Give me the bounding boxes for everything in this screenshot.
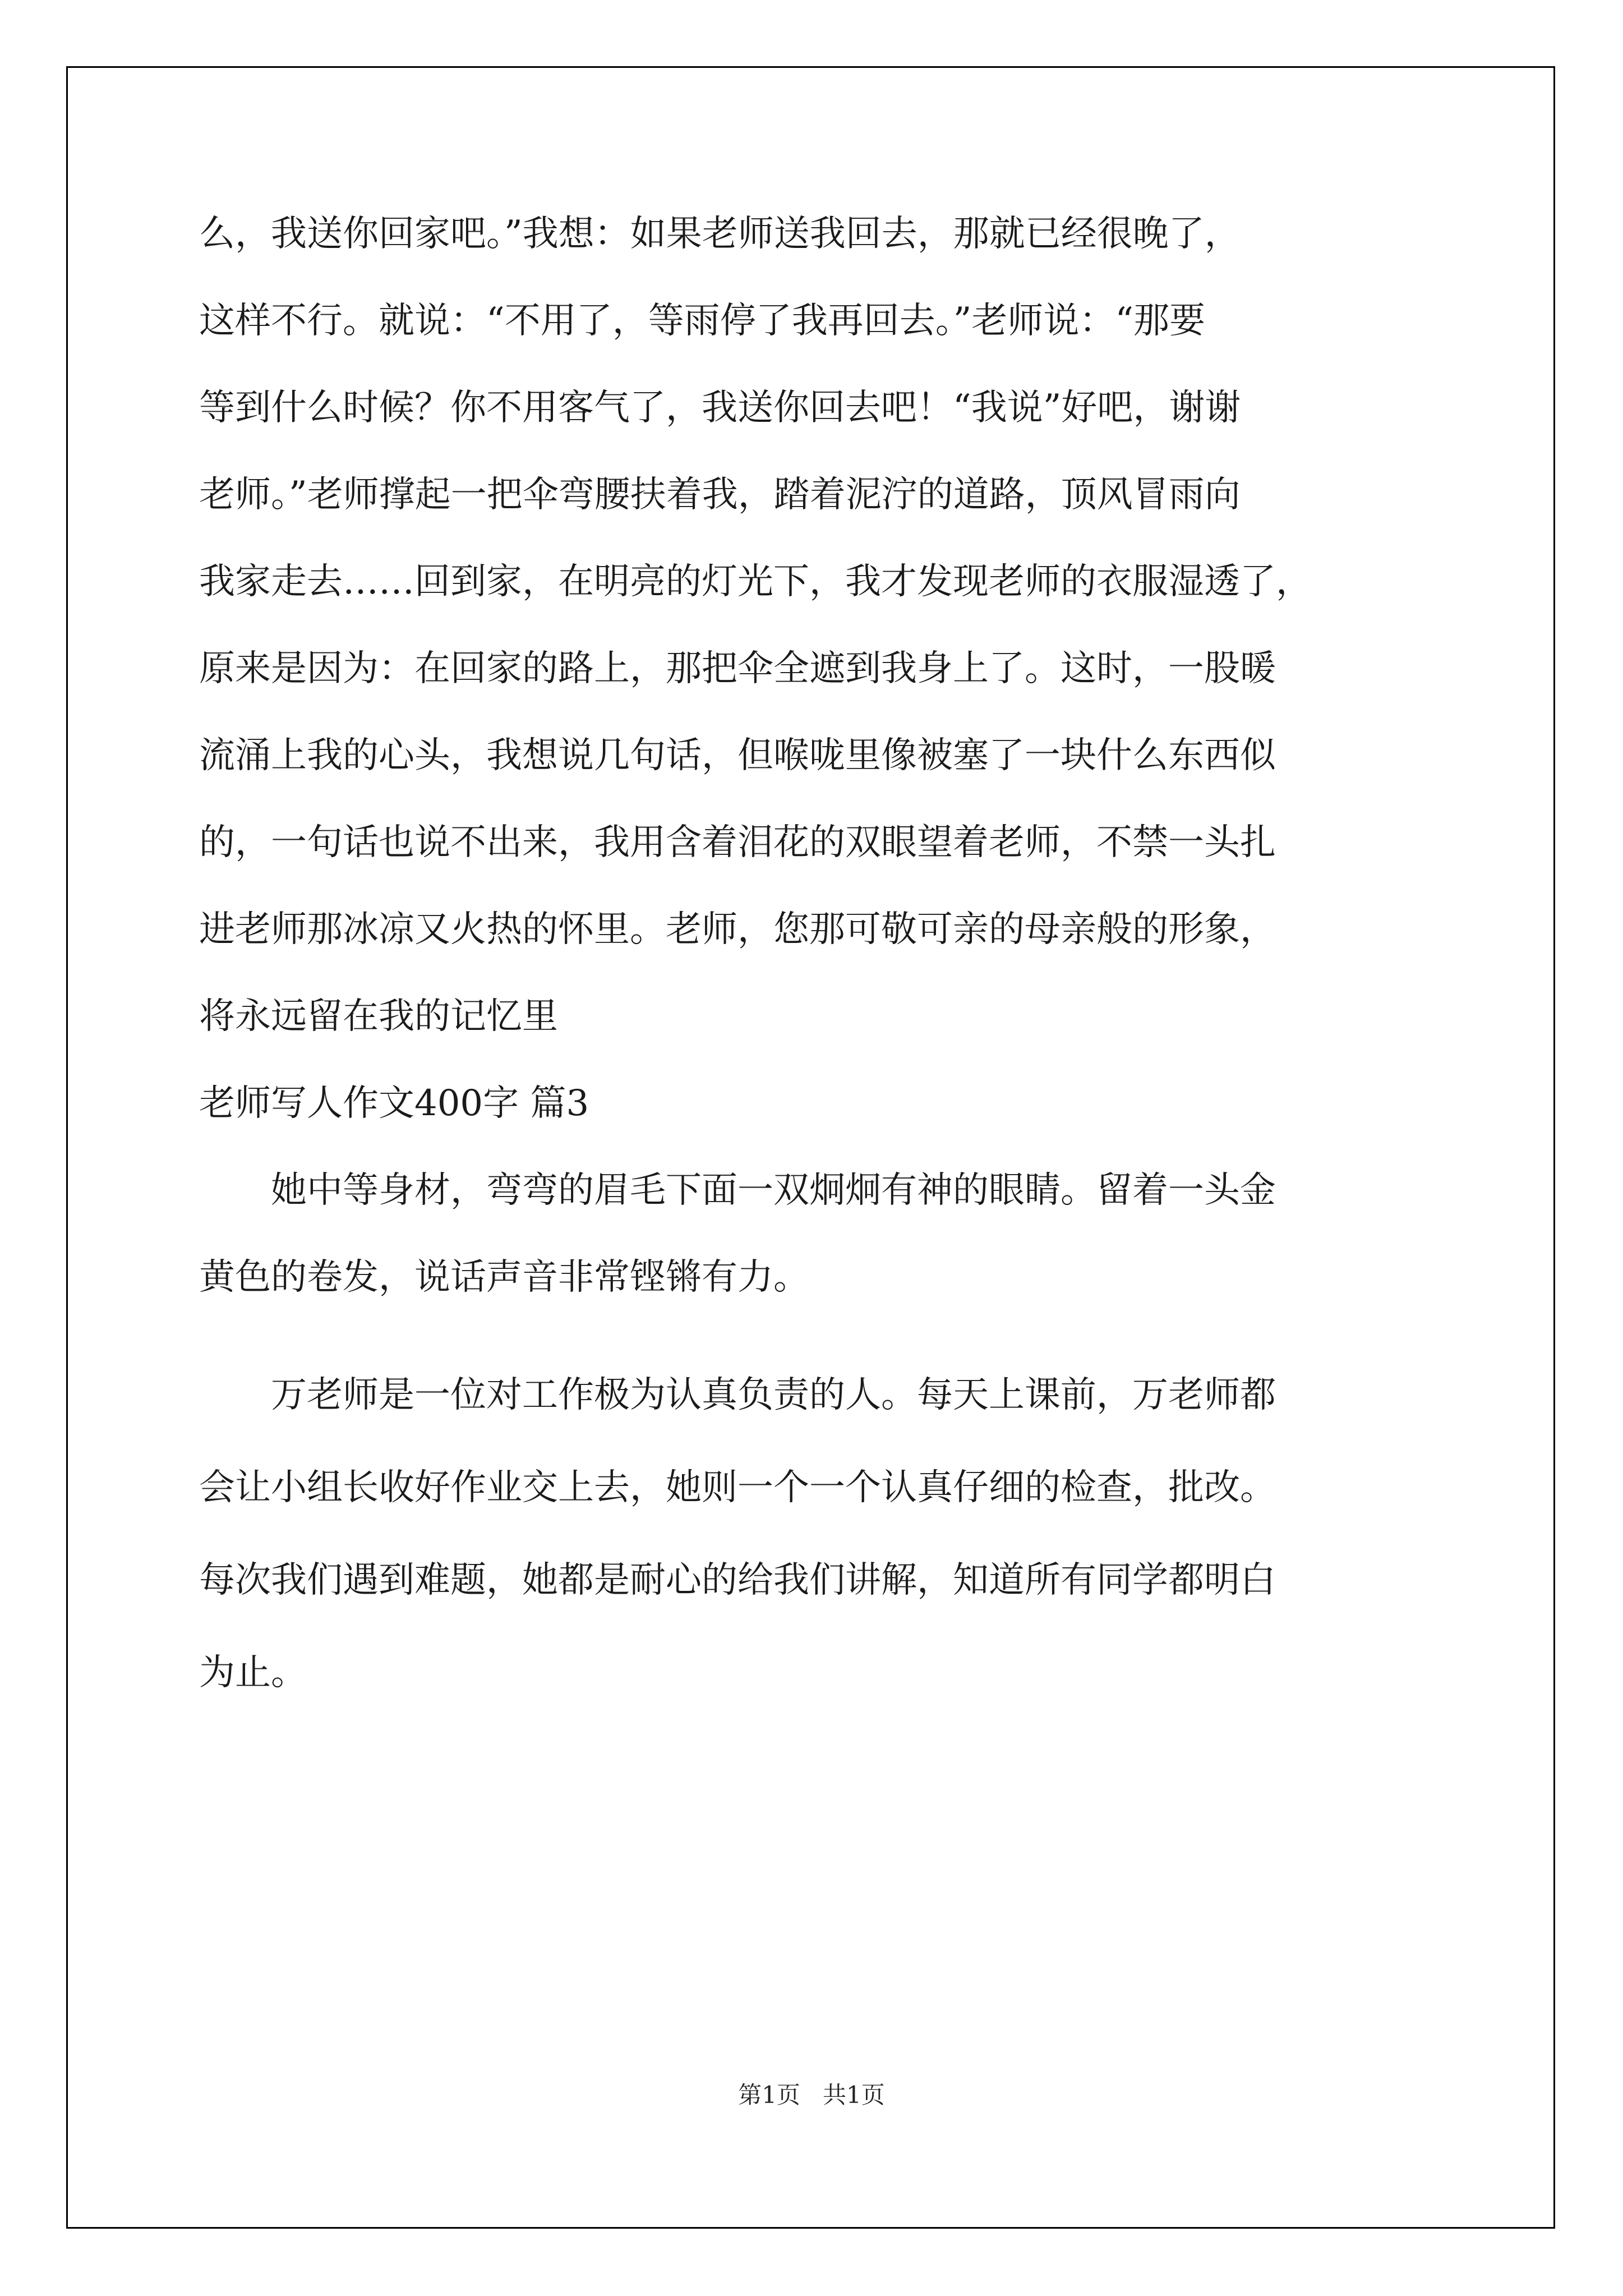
paragraph-line: 这样不行。就说：“不用了，等雨停了我再回去。”老师说：“那要	[199, 300, 1206, 342]
paragraph-line: 将永远留在我的记忆里	[199, 996, 558, 1037]
paragraph-line: 流涌上我的心头，我想说几句话，但喉咙里像被塞了一块什么东西似	[199, 735, 1276, 776]
paragraph-line: 等到什么时候？你不用客气了，我送你回去吧！“我说”好吧，谢谢	[199, 387, 1241, 429]
section-heading: 老师写人作文400字 篇3	[199, 1083, 589, 1124]
paragraph-line: 她中等身材，弯弯的眉毛下面一双炯炯有神的眼睛。留着一头金	[271, 1170, 1276, 1211]
paragraph-line: 万老师是一位对工作极为认真负责的人。每天上课前，万老师都	[271, 1374, 1276, 1416]
paragraph-line: 老师。”老师撑起一把伞弯腰扶着我，踏着泥泞的道路，顶风冒雨向	[199, 474, 1241, 516]
paragraph-line: 会让小组长收好作业交上去，她则一个一个认真仔细的检查，批改。	[199, 1467, 1276, 1508]
paragraph-line: 的，一句话也说不出来，我用含着泪花的双眼望着老师，不禁一头扎	[199, 822, 1276, 863]
paragraph-line: 进老师那冰凉又火热的怀里。老师，您那可敬可亲的母亲般的形象，	[199, 909, 1276, 950]
paragraph-line: 我家走去……回到家，在明亮的灯光下，我才发现老师的衣服湿透了，	[199, 561, 1312, 602]
paragraph-line: 黄色的卷发，说话声音非常铿锵有力。	[199, 1257, 809, 1298]
paragraph-line: 为止。	[199, 1652, 307, 1694]
page-footer: 第1页 共1页	[738, 2081, 885, 2109]
paragraph-line: 原来是因为：在回家的路上，那把伞全遮到我身上了。这时，一股暖	[199, 648, 1276, 689]
paragraph-line: 么，我送你回家吧。”我想：如果老师送我回去，那就已经很晚了，	[199, 213, 1241, 255]
paragraph-line: 每次我们遇到难题，她都是耐心的给我们讲解，知道所有同学都明白	[199, 1559, 1276, 1601]
